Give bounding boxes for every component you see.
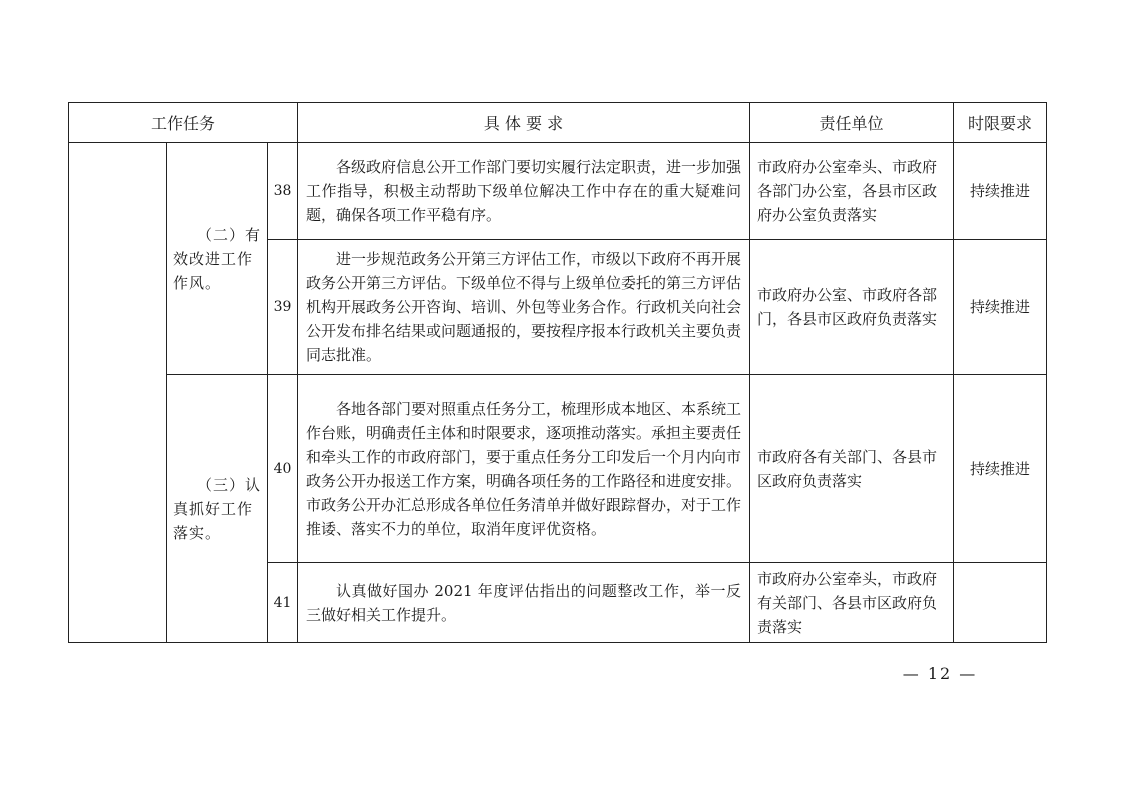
requirement-text: 各级政府信息公开工作部门要切实履行法定职责，进一步加强工作指导，积极主动帮助下级单位解决工作中存在的重大疑难问题，确保各项工作平稳有序。 <box>306 158 742 224</box>
requirement-cell <box>298 143 750 240</box>
requirement-text: 认真做好国办 2021 年度评估指出的问题整改工作，举一反三做好相关工作提升。 <box>306 581 741 624</box>
table-header-row <box>69 103 1047 143</box>
item-number: 41 <box>268 563 298 643</box>
item-number: 39 <box>268 240 298 375</box>
requirement-text: 各地各部门要对照重点任务分工，梳理形成本地区、本系统工作台账，明确责任主体和时限要求，逐项推动落实。承担主要责任和牵头工作的市政府部门，要于重点任务分工印发后一个月内向市政务公开办报送工作方案，明确各项任务的工作路径和进度安排。市政务公开办汇总形成各单位任务清单并做好跟踪督办，对于工作推诿、落实不力的单位，取消年度评优资格。 <box>306 399 742 538</box>
requirement-cell <box>298 240 750 375</box>
requirement-cell <box>298 563 750 643</box>
item-number: 40 <box>268 375 298 563</box>
category-cell <box>167 375 268 643</box>
category-label: （三）认真抓好工作落实。 <box>173 475 262 542</box>
header-unit: 责任单位 <box>750 103 954 143</box>
time-requirement: 持续推进 <box>954 240 1047 375</box>
responsible-unit: 市政府办公室、市政府各部门，各县市区政府负责落实 <box>750 240 954 375</box>
responsible-unit: 市政府办公室牵头，市政府有关部门、各县市区政府负责落实 <box>750 563 954 643</box>
category-cell <box>167 143 268 375</box>
time-requirement: 持续推进 <box>954 143 1047 240</box>
item-number: 38 <box>268 143 298 240</box>
requirement-text: 进一步规范政务公开第三方评估工作，市级以下政府不再开展政务公开第三方评估。下级单位不得与上级单位委托的第三方评估机构开展政务公开咨询、培训、外包等业务合作。行政机关向社会公开发布排名结果或问题通报的，要按程序报本行政机关主要负责同志批准。 <box>306 250 742 364</box>
requirement-cell <box>298 375 750 563</box>
table-row <box>69 375 1047 563</box>
page-number: — 12 — <box>902 664 978 683</box>
task-table <box>68 102 1047 643</box>
header-task: 工作任务 <box>69 103 298 143</box>
table-row <box>69 143 1047 240</box>
time-requirement <box>954 563 1047 643</box>
category-label: （二）有效改进工作作风。 <box>173 225 262 292</box>
time-requirement: 持续推进 <box>954 375 1047 563</box>
task-blank-column <box>69 143 167 643</box>
header-requirement: 具 体 要 求 <box>298 103 750 143</box>
header-time: 时限要求 <box>954 103 1047 143</box>
responsible-unit: 市政府办公室牵头、市政府各部门办公室，各县市区政府办公室负责落实 <box>750 143 954 240</box>
responsible-unit: 市政府各有关部门、各县市区政府负责落实 <box>750 375 954 563</box>
